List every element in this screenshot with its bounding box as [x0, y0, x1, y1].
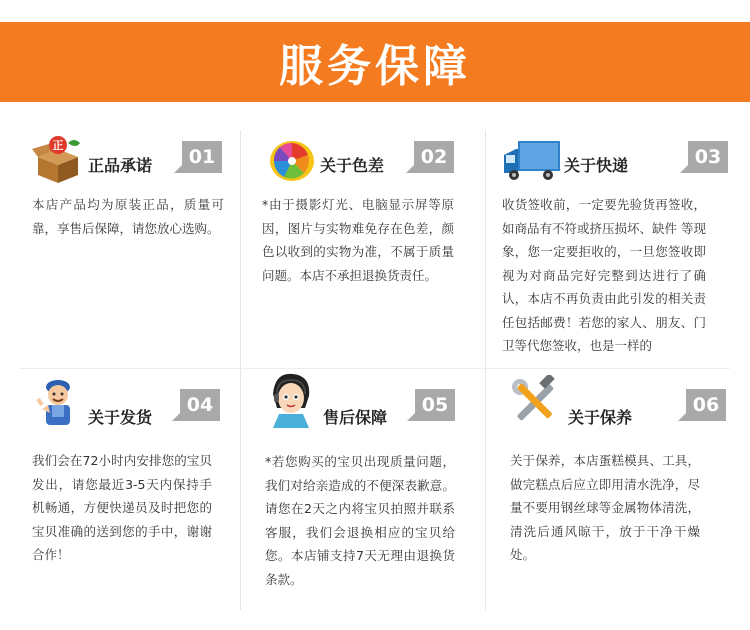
card-number-badge: 05 [415, 389, 455, 421]
svg-text:正: 正 [52, 139, 64, 152]
customer-service-icon [265, 372, 315, 422]
card-title: 售后保障 [323, 408, 388, 427]
genuine-box-icon [32, 135, 82, 185]
card-body: *由于摄影灯光、电脑显示屏等原因，图片与实物难免存在色差，颜色以收到的实物为准，不属于质量问题。本店不承担退换货责任。 [262, 197, 454, 283]
card-body: 我们会在72小时内安排您的宝贝发出，请您最近3-5天内保持手机畅通，方便快递员及时把您的宝贝准确的送到您的手中，谢谢合作！ [32, 453, 212, 562]
column-divider [240, 130, 241, 610]
card-number-badge: 06 [686, 389, 726, 421]
delivery-truck-icon [502, 135, 562, 185]
card-body: 本店产品均为原装正品，质量可靠，享售后保障，请您放心选购。 [32, 197, 224, 236]
card-title: 正品承诺 [88, 156, 153, 175]
card-title: 关于发货 [88, 408, 153, 427]
card-number-badge: 02 [414, 141, 454, 173]
card-title: 关于保养 [568, 408, 633, 427]
color-wheel-icon [262, 135, 312, 185]
worker-icon [32, 375, 82, 425]
banner-title: 服务保障 [279, 41, 471, 92]
column-divider [485, 130, 486, 610]
card-number-badge: 03 [688, 141, 728, 173]
card-number-badge: 04 [180, 389, 220, 421]
card-title: 关于快递 [564, 156, 629, 175]
row-divider [20, 368, 730, 369]
wrench-tools-icon [510, 375, 560, 425]
card-number-badge: 01 [182, 141, 222, 173]
card-body: 关于保养，本店蛋糕模具、工具，做完糕点后应立即用清水洗净，尽量不要用钢丝球等金属物体清洗，清洗后通风晾干，放于干净干燥处。 [510, 453, 700, 562]
header-banner [0, 22, 750, 102]
card-title: 关于色差 [320, 156, 385, 175]
card-body: *若您购买的宝贝出现质量问题，我们对给亲造成的不便深表歉意。请您在2天之内将宝贝拍照并联系客服，我们会退换相应的宝贝给您。本店铺支持7天无理由退换货条款。 [265, 454, 455, 587]
card-body: 收货签收前，一定要先验货再签收，如商品有不符或挤压损坏、缺件 等现象，您一定要拒收的，一旦您签收即视为对商品完好完整到达进行了确认，本店不再负责由此引发的相关责任包括邮费！若您的家人、朋友、门卫等代您签收，也是一样的 [502, 197, 706, 353]
